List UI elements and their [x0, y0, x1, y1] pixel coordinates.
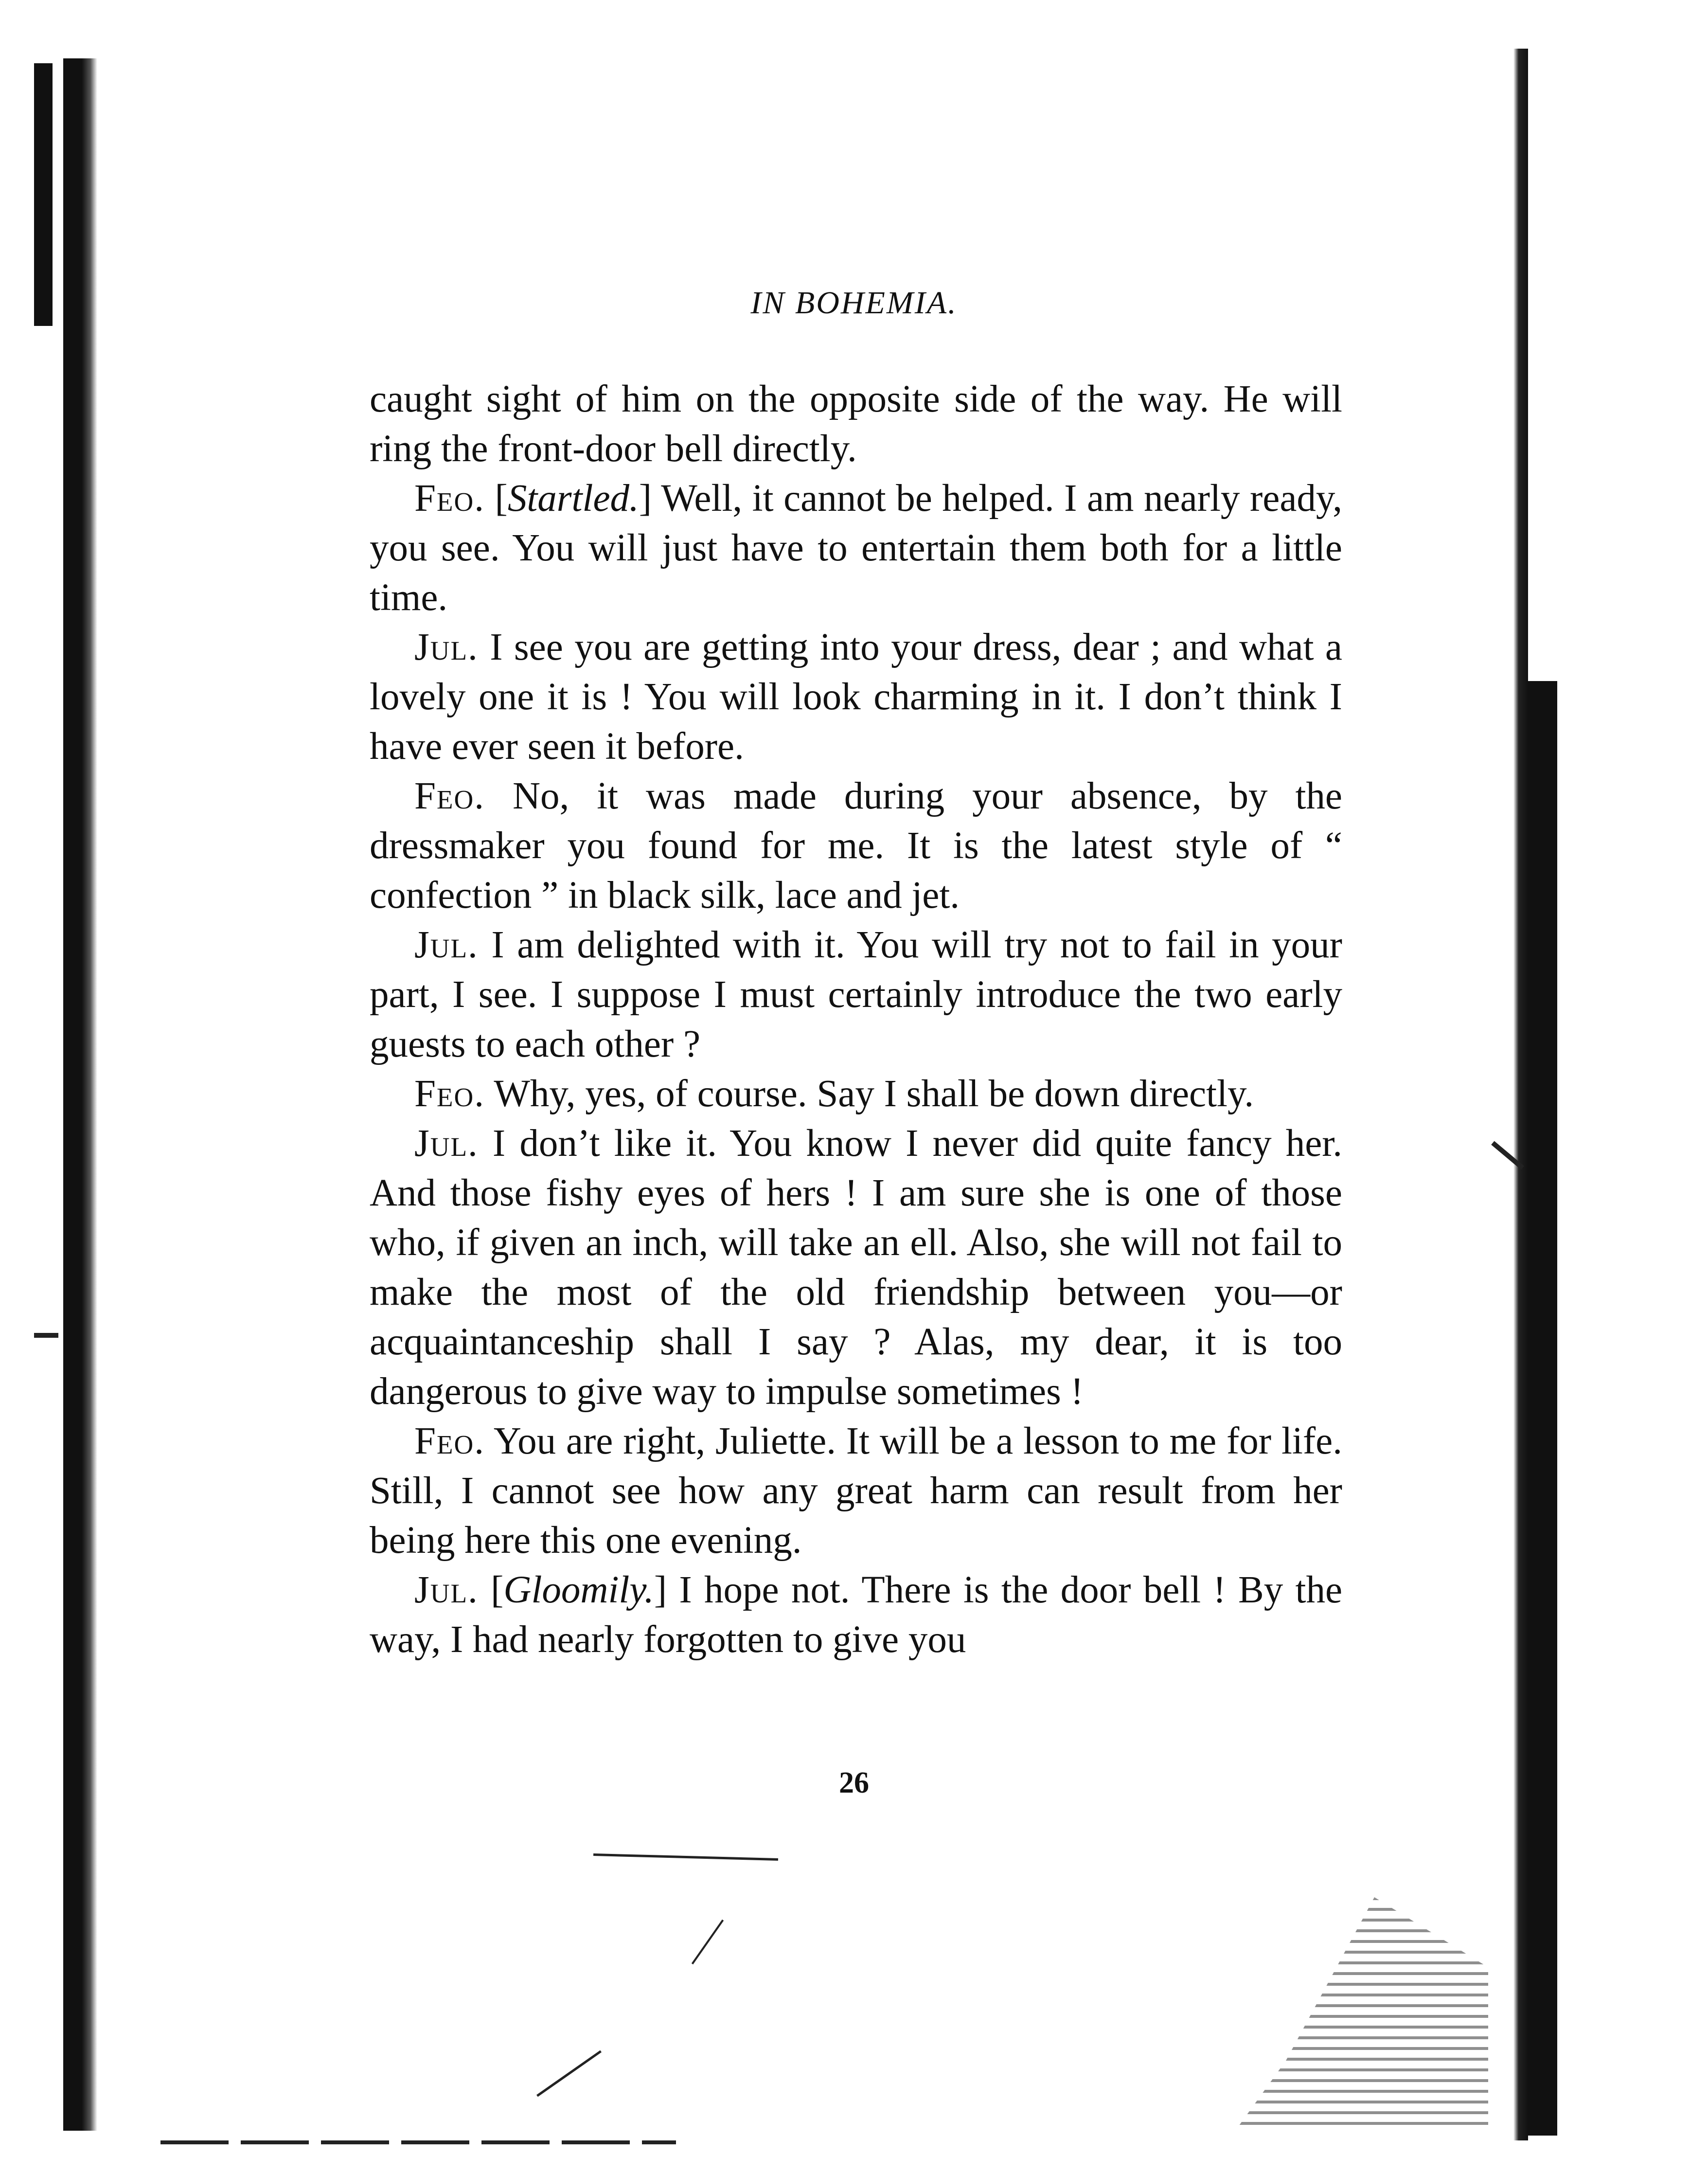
body-text — [370, 375, 1342, 1665]
paragraph-text: I hope not. There is the door bell ! By the way, I had nearly forgotten to give you — [370, 1569, 1343, 1661]
paragraph-text: caught sight of him on the opposite side of the way. He will ring the front-door bell directly. — [370, 378, 1342, 470]
scan-edge-left — [63, 58, 97, 2131]
scan-stroke — [593, 1853, 778, 1861]
paragraph-text: Why, yes, of course. Say I shall be down directly. — [485, 1073, 1254, 1115]
bracket: ] — [654, 1569, 679, 1611]
scan-edge-bottom — [160, 2140, 676, 2144]
speaker-name: Jul. — [414, 626, 479, 668]
paragraph-text: I see you are getting into your dress, dear ; and what a lovely one it is ! You will look charming in it. I don’t think I have ever seen it before. — [370, 626, 1342, 768]
paragraph-text: You are right, Juliette. It will be a lesson to me for life. Still, I cannot see how any great harm can result from her being here this one evening. — [370, 1420, 1342, 1562]
scan-stroke — [34, 1333, 58, 1338]
speaker-name: Jul. — [414, 1569, 479, 1611]
bracket: [ — [478, 1569, 504, 1611]
paragraph-text: I am delighted with it. You will try not to fail in your part, I see. I suppose I must certainly introduce the two early guests to each other ? — [370, 924, 1342, 1065]
paragraph-text: I don’t like it. You know I never did quite fancy her. And those fishy eyes of hers ! I am sure she is one of those who, if given an inch, will take an ell. Also, she will not fail to make the most of the old friendship between you—or acquaintanceship shall I say ? Alas, my dear, it is too dangerous to give way to impulse sometimes ! — [370, 1122, 1342, 1413]
paragraph — [370, 375, 1342, 474]
speaker-name: Jul. — [414, 1122, 479, 1165]
scan-corner-noise — [1235, 1897, 1488, 2131]
paragraph — [370, 1565, 1342, 1665]
running-head: IN BOHEMIA. — [750, 285, 958, 321]
speaker-name: Feo. — [414, 477, 485, 520]
bracket: ] — [639, 477, 661, 520]
speaker-name: Feo. — [414, 1420, 485, 1462]
stage-direction: Gloomily. — [503, 1569, 654, 1611]
paragraph — [370, 623, 1342, 772]
stage-direction: Startled. — [507, 477, 639, 520]
scan-edge-right — [1513, 49, 1528, 2140]
paragraph-text: Well, it cannot be helped. I am nearly ready, you see. You will just have to entertain them both for a little time. — [370, 477, 1342, 619]
paragraph — [370, 1119, 1342, 1417]
page-number: 26 — [839, 1766, 869, 1799]
scan-edge-right-shadow — [1528, 681, 1557, 2136]
paragraph-text: No, it was made during your absence, by the dressmaker you found for me. It is the latest style of “ confection ” in black silk, lace and jet. — [370, 775, 1342, 916]
scan-stroke — [692, 1920, 724, 1964]
paragraph — [370, 920, 1342, 1069]
paragraph — [370, 772, 1342, 920]
bracket: [ — [485, 477, 508, 520]
speaker-name: Feo. — [414, 775, 485, 817]
paragraph — [370, 1069, 1342, 1119]
paragraph — [370, 1417, 1342, 1565]
speaker-name: Feo. — [414, 1073, 485, 1115]
paragraph — [370, 474, 1342, 623]
scan-stroke — [536, 2050, 602, 2097]
speaker-name: Jul. — [414, 924, 479, 966]
